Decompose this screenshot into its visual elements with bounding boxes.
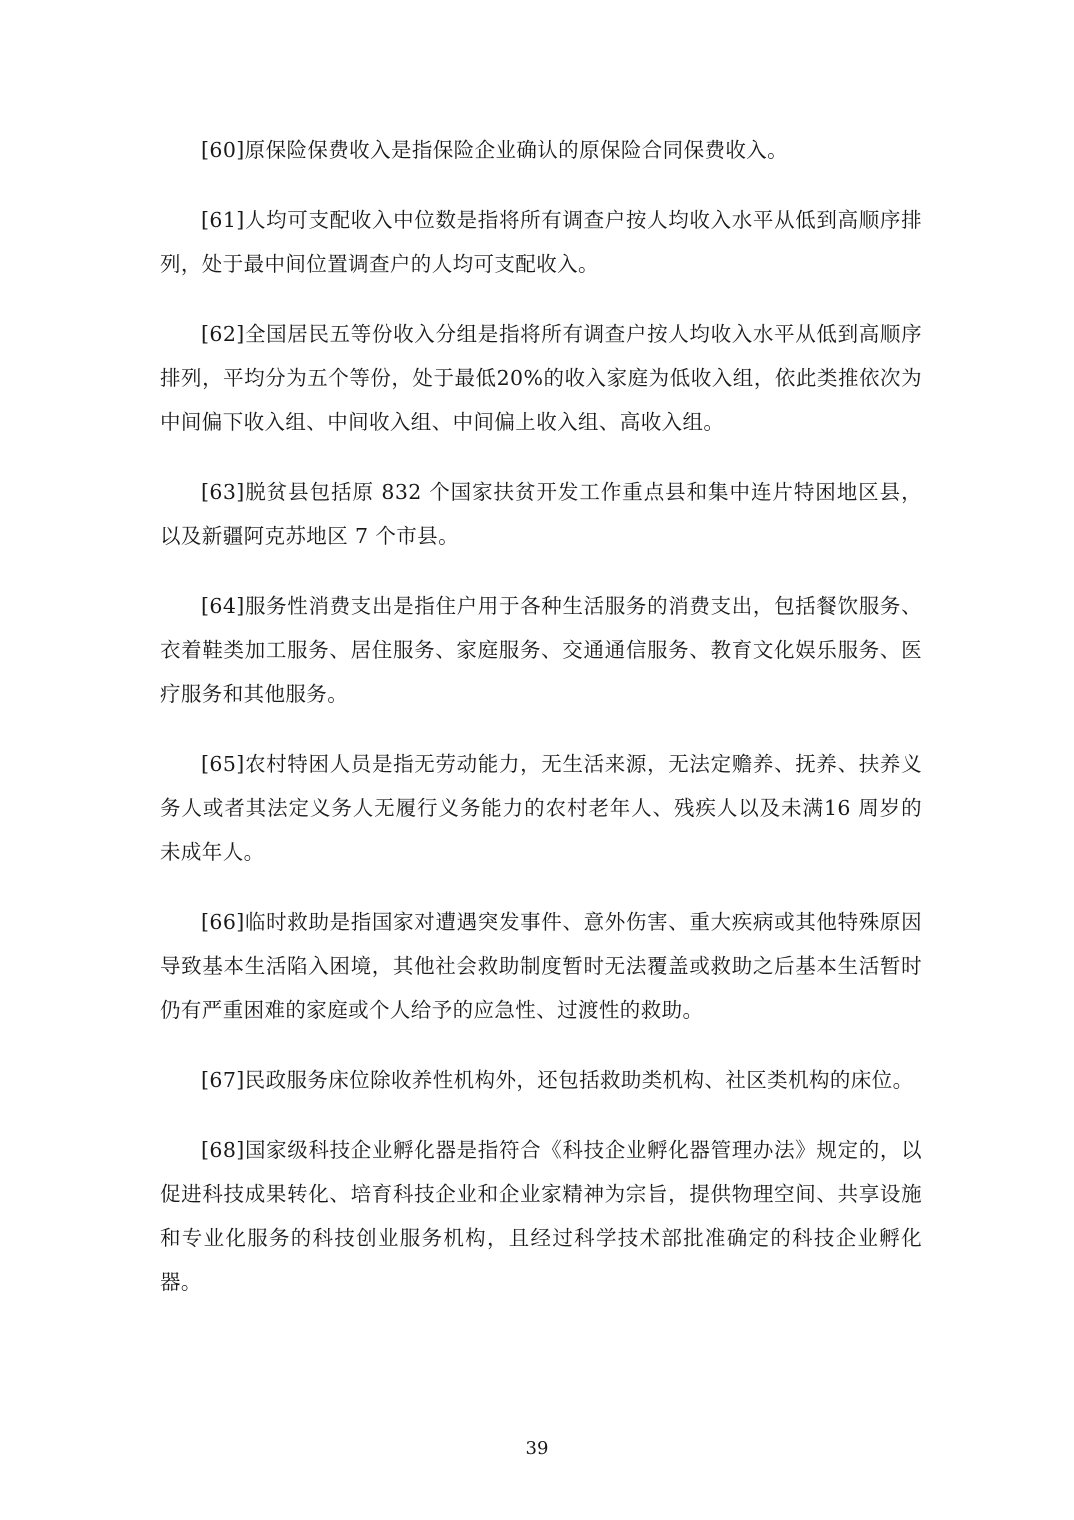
paragraph-note-66: [66]临时救助是指国家对遭遇突发事件、意外伤害、重大疾病或其他特殊原因导致基本生活陷入困境，其他社会救助制度暂时无法覆盖或救助之后基本生活暂时仍有严重困难的家庭或个人给予的应急性、过渡性的救助。 <box>160 910 922 1022</box>
paragraph-note-67: [67]民政服务床位除收养性机构外，还包括救助类机构、社区类机构的床位。 <box>201 1068 914 1092</box>
page-number: 39 <box>525 1438 549 1459</box>
paragraph-note-64: [64]服务性消费支出是指住户用于各种生活服务的消费支出，包括餐饮服务、衣着鞋类加工服务、居住服务、家庭服务、交通通信服务、教育文化娱乐服务、医疗服务和其他服务。 <box>160 594 922 706</box>
paragraph-note-62: [62]全国居民五等份收入分组是指将所有调查户按人均收入水平从低到高顺序排列，平均分为五个等份，处于最低20%的收入家庭为低收入组，依此类推依次为中间偏下收入组、中间收入组、中间偏上收入组、高收入组。 <box>160 322 922 434</box>
paragraph-note-63: [63]脱贫县包括原 832 个国家扶贫开发工作重点县和集中连片特困地区县，以及新疆阿克苏地区 7 个市县。 <box>160 480 922 548</box>
paragraph-note-68: [68]国家级科技企业孵化器是指符合《科技企业孵化器管理办法》规定的，以促进科技成果转化、培育科技企业和企业家精神为宗旨，提供物理空间、共享设施和专业化服务的科技创业服务机构，且经过科学技术部批准确定的科技企业孵化器。 <box>160 1138 922 1294</box>
paragraph-note-65: [65]农村特困人员是指无劳动能力，无生活来源，无法定赡养、抚养、扶养义务人或者其法定义务人无履行义务能力的农村老年人、残疾人以及未满16 周岁的未成年人。 <box>160 752 922 864</box>
paragraph-note-60: [60]原保险保费收入是指保险企业确认的原保险合同保费收入。 <box>201 138 789 162</box>
paragraph-note-61: [61]人均可支配收入中位数是指将所有调查户按人均收入水平从低到高顺序排列，处于最中间位置调查户的人均可支配收入。 <box>160 208 922 276</box>
page-body <box>160 128 922 1304</box>
